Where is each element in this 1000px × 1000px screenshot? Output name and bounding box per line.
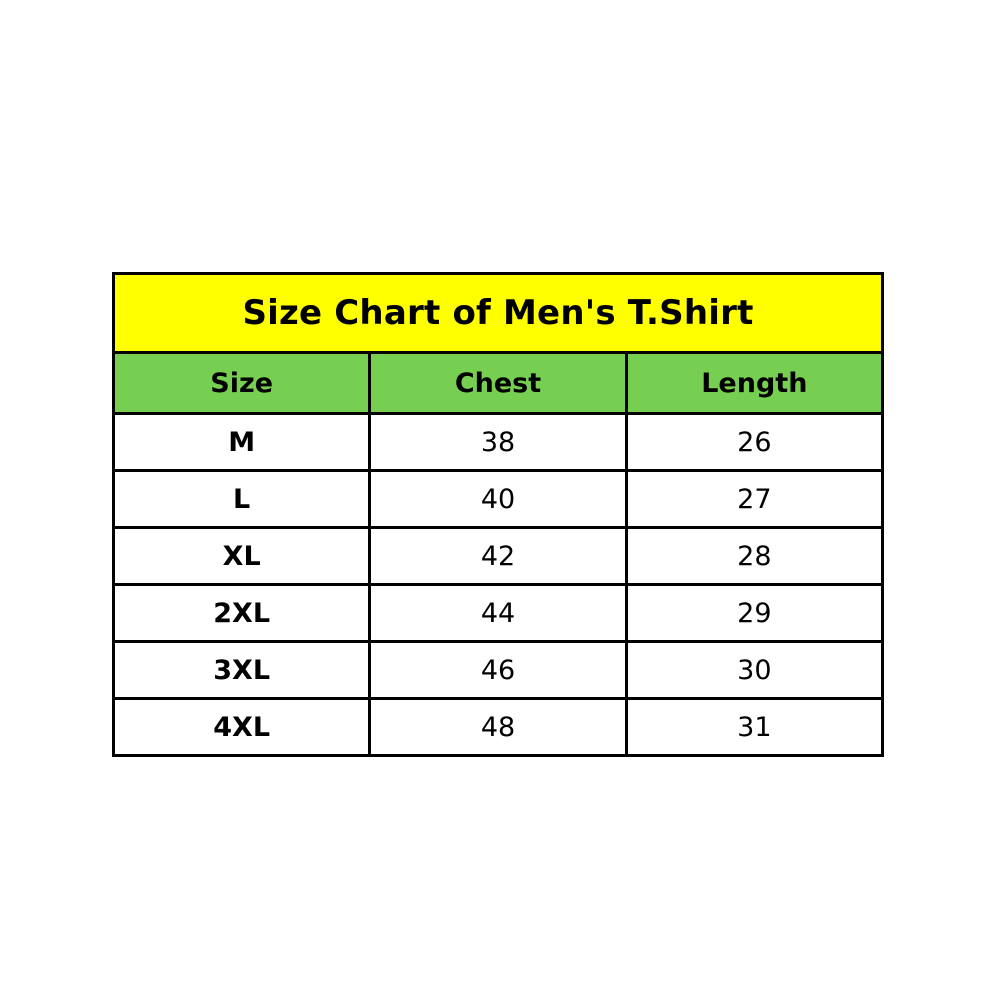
cell-size: XL	[114, 528, 370, 585]
cell-size: M	[114, 414, 370, 471]
size-chart-container	[112, 272, 884, 743]
cell-chest: 44	[370, 585, 626, 642]
cell-chest: 46	[370, 642, 626, 699]
cell-length: 28	[626, 528, 882, 585]
column-header-length: Length	[626, 353, 882, 414]
cell-size: 3XL	[114, 642, 370, 699]
size-chart-table	[112, 272, 884, 757]
page-title: Size Chart of Men's T.Shirt	[114, 274, 883, 353]
table-row	[114, 585, 883, 642]
table-header-row	[114, 353, 883, 414]
cell-chest: 42	[370, 528, 626, 585]
table-title-row	[114, 274, 883, 353]
cell-length: 30	[626, 642, 882, 699]
cell-length: 29	[626, 585, 882, 642]
cell-length: 31	[626, 699, 882, 756]
table-row	[114, 699, 883, 756]
table-row	[114, 642, 883, 699]
cell-chest: 40	[370, 471, 626, 528]
cell-size: L	[114, 471, 370, 528]
column-header-size: Size	[114, 353, 370, 414]
cell-size: 2XL	[114, 585, 370, 642]
cell-length: 26	[626, 414, 882, 471]
cell-size: 4XL	[114, 699, 370, 756]
cell-chest: 38	[370, 414, 626, 471]
table-row	[114, 528, 883, 585]
table-row	[114, 471, 883, 528]
cell-length: 27	[626, 471, 882, 528]
cell-chest: 48	[370, 699, 626, 756]
column-header-chest: Chest	[370, 353, 626, 414]
table-row	[114, 414, 883, 471]
